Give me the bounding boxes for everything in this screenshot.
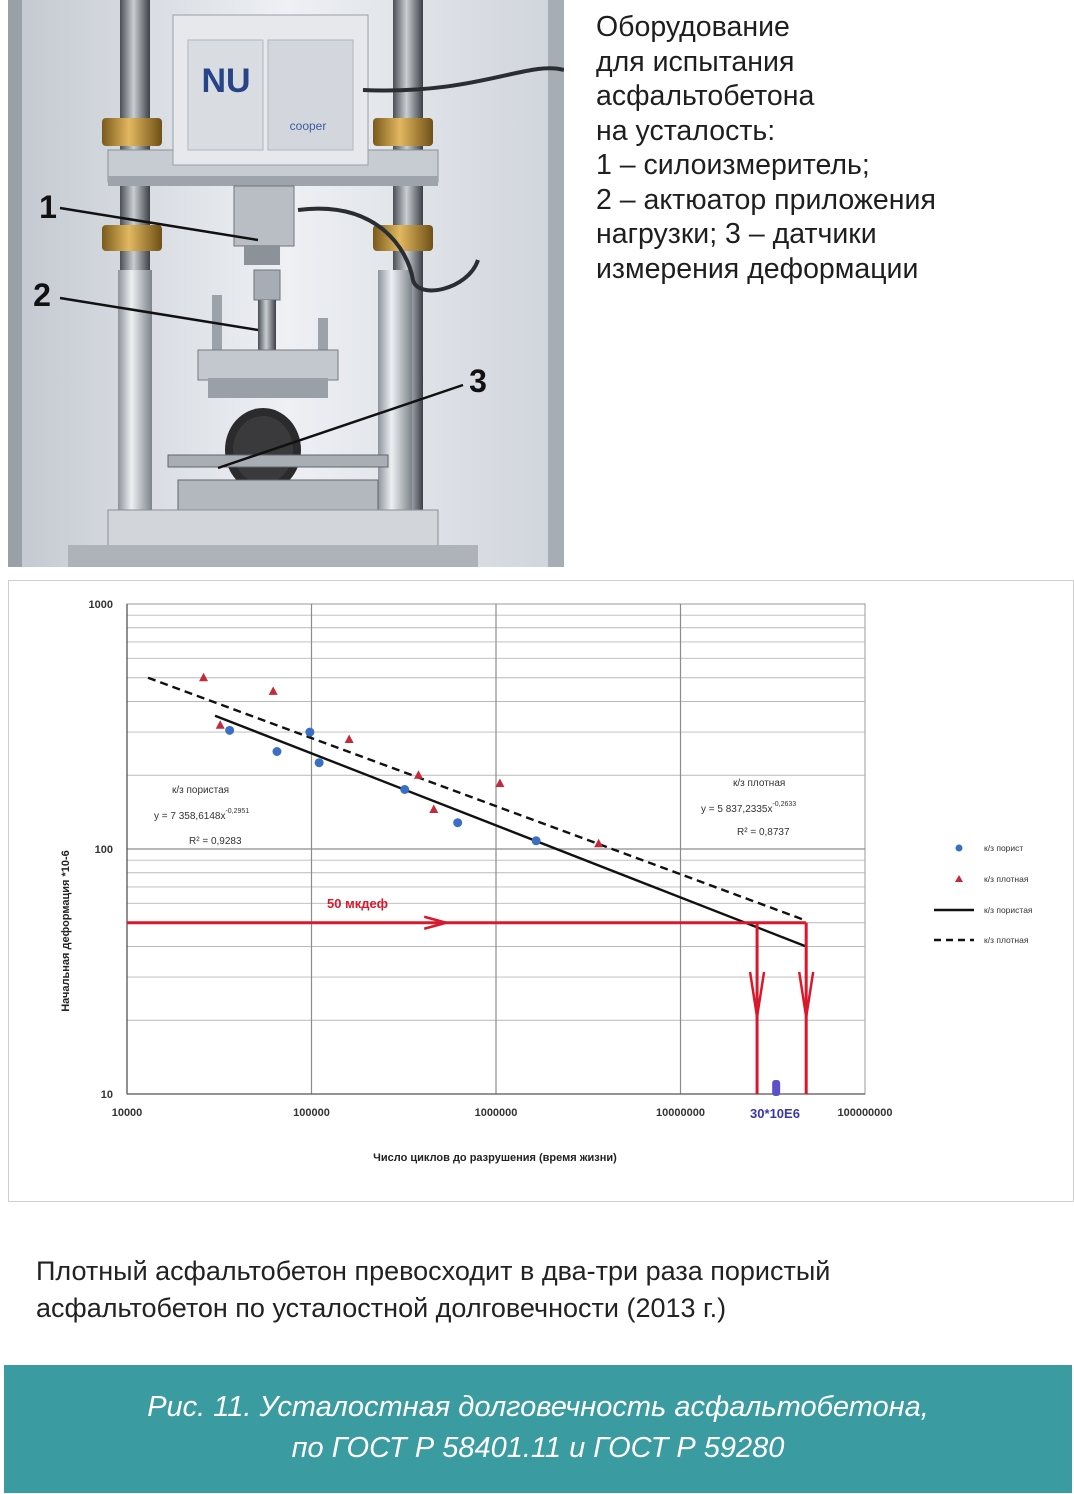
marker-1: 1 [39, 189, 57, 225]
legend-label-dense-trend: к/з плотная [984, 935, 1029, 945]
fatigue-chart-panel [8, 580, 1074, 1202]
conclusion-line: асфальтобетон по усталостной долговечности (2013 г.) [36, 1293, 727, 1323]
dense-equation-base: y = 5 837,2335x [701, 804, 773, 815]
x-tick-label: 10000000 [656, 1107, 705, 1119]
fatigue-chart [9, 581, 1073, 1201]
legend-label-porous-trend: к/з пористая [984, 905, 1033, 915]
data-point-porous [453, 818, 462, 827]
dense-r2: R² = 0,8737 [737, 827, 790, 838]
marker-3: 3 [469, 363, 487, 399]
photo-caption-line: 1 – силоизмеритель; [596, 149, 870, 181]
x-axis-label: Число циклов до разрушения (время жизни) [373, 1152, 617, 1164]
photo-caption-line: 2 – актюатор приложения [596, 183, 936, 216]
legend-label-porous-points: к/з порист [984, 843, 1024, 853]
dense-equation-title: к/з плотная [733, 778, 786, 789]
marker-2: 2 [33, 277, 51, 313]
photo-caption-line: на усталость: [596, 114, 776, 147]
result-label: 30*10E6 [750, 1106, 800, 1121]
porous-equation-base: y = 7 358,6148x [154, 811, 226, 822]
legend-marker-porous-points [956, 845, 963, 852]
porous-equation-exponent: -0,2951 [225, 808, 250, 815]
figure-title-line: Рис. 11. Усталостная долговечность асфальтобетона, [147, 1391, 929, 1423]
threshold-label: 50 мкдеф [327, 896, 389, 911]
grid-layer [127, 604, 865, 1094]
data-point-porous [272, 747, 281, 756]
device-maker-label: cooper [289, 119, 327, 133]
x-tick-label: 100000 [293, 1107, 330, 1119]
data-point-porous [305, 728, 314, 737]
dense-equation-exponent: -0,2633 [772, 801, 797, 808]
photo-caption-line: асфальтобетона [596, 80, 815, 112]
photo-caption-line: измерения деформации [596, 252, 919, 285]
legend-marker-dense-points [955, 875, 963, 882]
photo-caption [596, 10, 1066, 286]
porous-equation-title: к/з пористая [172, 785, 230, 796]
legend [934, 843, 1033, 945]
equipment-photo [8, 0, 564, 567]
device-brand-label: NU [201, 62, 251, 100]
porous-r2: R² = 0,9283 [189, 836, 242, 847]
result-marker [772, 1080, 780, 1096]
data-point-porous [225, 726, 234, 735]
data-point-porous [400, 785, 409, 794]
photo-caption-line: для испытания [596, 45, 795, 78]
x-tick-label: 1000000 [474, 1107, 518, 1119]
data-point-porous [315, 758, 324, 767]
y-tick-label: 100 [94, 844, 113, 856]
photo-caption-line: Оборудование [596, 11, 790, 43]
y-axis-label: Начальная деформация *10-6 [60, 850, 72, 1012]
equipment-photo-drawing [8, 0, 564, 567]
photo-caption-line: нагрузки; 3 – датчики [596, 218, 877, 250]
legend-label-dense-points: к/з плотная [984, 874, 1029, 884]
x-tick-label: 10000 [111, 1107, 143, 1119]
y-tick-label: 1000 [88, 599, 113, 611]
conclusion-text [36, 1253, 1066, 1327]
figure-caption-banner [4, 1365, 1072, 1493]
x-tick-label: 100000000 [837, 1107, 893, 1119]
data-point-porous [532, 836, 541, 845]
figure-title-line: по ГОСТ Р 58401.11 и ГОСТ Р 59280 [291, 1432, 785, 1464]
y-tick-label: 10 [100, 1089, 113, 1101]
conclusion-line: Плотный асфальтобетон превосходит в два-три раза пористый [36, 1256, 831, 1286]
